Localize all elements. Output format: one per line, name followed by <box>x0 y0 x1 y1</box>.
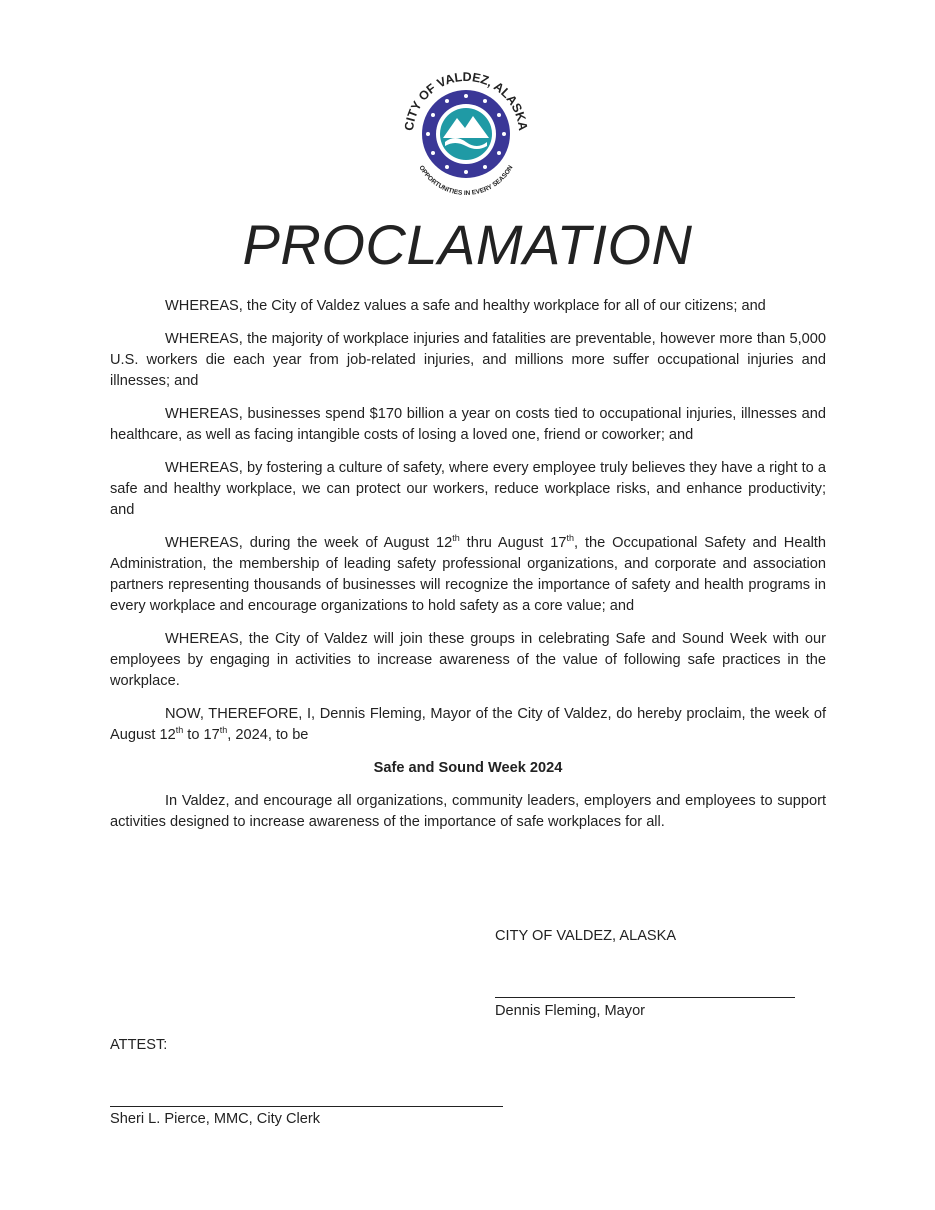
paragraph-6: WHEREAS, the City of Valdez will join these groups in celebrating Safe and Sound Week with our employees by engaging in activities to increase awareness of the value of following safe practices in the workplace. <box>110 631 826 689</box>
clerk-signature-line-wrap <box>110 1106 503 1107</box>
paragraph-3: WHEREAS, businesses spend $170 billion a year on costs tied to occupational injuries, illnesses and healthcare, as well as facing intangible costs of losing a loved one, friend or coworker; and <box>110 406 826 443</box>
mayor-signature-line <box>495 997 795 998</box>
mayor-signature-block <box>495 928 676 944</box>
p7-sup-1: th <box>175 725 184 736</box>
signature-org: CITY OF VALDEZ, ALASKA <box>495 928 677 944</box>
proclaimed-week-heading: Safe and Sound Week 2024 <box>373 760 563 776</box>
attest-label: ATTEST: <box>110 1037 168 1053</box>
p7-sup-2: th <box>219 725 228 736</box>
paragraph-2: WHEREAS, the majority of workplace injuries and fatalities are preventable, however more than 5,000 U.S. workers die each year from job-related injuries, and millions more suffer occupational injuries and illnesses; and <box>110 331 826 389</box>
mayor-name-wrap <box>495 1003 645 1019</box>
p5-text-a: WHEREAS, during the week of August 12 <box>165 535 453 551</box>
paragraph-7 <box>110 704 826 746</box>
clerk-name-wrap <box>110 1111 320 1127</box>
mayor-signature-line-wrap <box>495 997 795 998</box>
seal-bottom-text: OPPORTUNITIES IN EVERY SEASON <box>417 164 515 198</box>
p5-text-c: , the Occupational Safety and Health Administration, the membership of leading safety professional organizations, and corporate and association partners representing thousands of businesses will recognize the importance of safety and health programs in every workplace and encourage organizations to hold safety as a core value; and <box>110 535 826 614</box>
attest-label-wrap <box>110 1037 167 1053</box>
p5-sup-2: th <box>566 533 575 544</box>
paragraph-5 <box>110 533 826 617</box>
clerk-name: Sheri L. Pierce, MMC, City Clerk <box>110 1111 321 1127</box>
proclamation-body <box>110 296 826 845</box>
city-seal-icon <box>393 72 539 202</box>
page-title: PROCLAMATION <box>242 213 693 276</box>
paragraph-8: In Valdez, and encourage all organizations, community leaders, employers and employees to support activities designed to increase awareness of the importance of safe workplaces for all. <box>110 793 826 830</box>
p5-text-b: thru August 17 <box>459 535 567 551</box>
city-seal-logo <box>393 72 539 202</box>
paragraph-4: WHEREAS, by fostering a culture of safety, where every employee truly believes they have a right to a safe and healthy workplace, we can protect our workers, reduce workplace risks, and enhance productivity; and <box>110 460 826 518</box>
p7-text-c: , 2024, to be <box>227 727 309 743</box>
paragraph-1: WHEREAS, the City of Valdez values a safe and healthy workplace for all of our citizens; and <box>165 298 766 314</box>
mayor-name: Dennis Fleming, Mayor <box>495 1003 646 1019</box>
p7-text-a: NOW, THEREFORE, I, Dennis Fleming, Mayor of the City of Valdez, do hereby proclaim, the week of August 12 <box>110 706 826 743</box>
clerk-signature-line <box>110 1106 503 1107</box>
p5-sup-1: th <box>452 533 460 544</box>
seal-top-text: CITY OF VALDEZ, ALASKA <box>401 72 531 132</box>
p7-text-b: to 17 <box>183 727 220 743</box>
